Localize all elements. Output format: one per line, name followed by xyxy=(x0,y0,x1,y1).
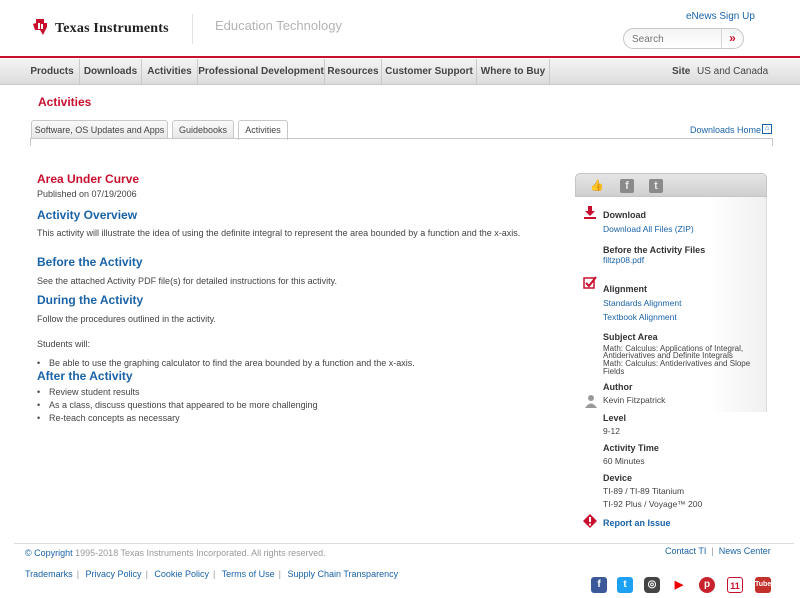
alignment-heading: Alignment xyxy=(603,284,647,294)
enews-signup-link[interactable]: eNews Sign Up xyxy=(686,11,755,22)
news-center-link[interactable]: News Center xyxy=(718,546,771,556)
nav-item-resources[interactable]: Resources xyxy=(325,59,382,84)
device-value: TI-92 Plus / Voyage™ 200 xyxy=(603,499,703,509)
subject-area-heading: Subject Area xyxy=(603,332,658,342)
page-title: Activities xyxy=(38,95,92,109)
subject-area-line: Antiderivatives and Definite Integrals xyxy=(603,351,733,360)
header-accent-line xyxy=(0,56,800,58)
activity-time-value: 60 Minutes xyxy=(603,456,645,466)
footer-contact-links: Contact TI | News Center xyxy=(665,546,771,556)
facebook-icon[interactable]: f xyxy=(620,179,634,193)
after-activity-heading: After the Activity xyxy=(37,369,133,383)
tab-border-left xyxy=(30,138,31,146)
brand-name[interactable]: Texas Instruments xyxy=(55,21,169,36)
like-icon[interactable]: 👍 xyxy=(590,180,604,192)
activity-file-link[interactable]: filtzp08.pdf xyxy=(603,255,645,265)
header-divider xyxy=(192,14,193,44)
search-button[interactable]: » xyxy=(721,28,743,49)
tab-activities[interactable]: Activities xyxy=(238,120,288,140)
copyright: © Copyright 1995-2018 Texas Instruments Incorporated. All rights reserved. xyxy=(25,548,326,558)
before-activity-heading: Before the Activity xyxy=(37,255,143,269)
download-heading: Download xyxy=(603,210,646,220)
home-icon[interactable]: ⌂ xyxy=(762,124,772,134)
ti-logo-icon[interactable] xyxy=(33,18,49,36)
author-name: Kevin Fitzpatrick xyxy=(603,395,666,405)
activity-time-heading: Activity Time xyxy=(603,443,659,453)
cookie-policy-link[interactable]: Cookie Policy xyxy=(154,569,209,579)
site-selector[interactable]: US and Canada xyxy=(697,66,769,77)
tab-software-os-updates[interactable]: Software, OS Updates and Apps xyxy=(31,120,168,139)
activity-overview-text: This activity will illustrate the idea of using the definite integral to represent the area bounded by a function and the x-axis. xyxy=(37,228,521,238)
instagram-icon[interactable]: ◎ xyxy=(644,577,660,593)
share-bar xyxy=(575,173,767,197)
search-input[interactable] xyxy=(632,32,722,46)
before-activity-files-heading: Before the Activity Files xyxy=(603,245,706,255)
textbook-alignment-link[interactable]: Textbook Alignment xyxy=(603,312,677,322)
main-nav xyxy=(0,59,800,85)
section-title[interactable]: Education Technology xyxy=(215,18,342,33)
author-heading: Author xyxy=(603,382,633,392)
checkbox-icon xyxy=(583,276,597,290)
facebook-icon[interactable]: f xyxy=(591,577,607,593)
tab-border-right xyxy=(772,138,773,146)
twitter-icon[interactable]: t xyxy=(617,577,633,593)
during-activity-text: Follow the procedures outlined in the activity. xyxy=(37,314,216,324)
contact-ti-link[interactable]: Contact TI xyxy=(665,546,707,556)
youtube-channel-icon[interactable]: Tube xyxy=(755,577,771,593)
alert-icon xyxy=(583,514,597,528)
level-value: 9-12 xyxy=(603,426,621,436)
downloads-home-link[interactable]: Downloads Home xyxy=(690,125,762,135)
trademarks-link[interactable]: Trademarks xyxy=(25,569,73,579)
activity-title: Area Under Curve xyxy=(37,172,140,186)
nav-item-professional-development[interactable]: Professional Development xyxy=(198,59,325,84)
twitter-icon[interactable]: t xyxy=(649,179,663,193)
subject-area-line: Math: Calculus: Antiderivatives and Slope xyxy=(603,359,751,368)
site-label: Site xyxy=(672,66,691,77)
subject-area-line: Fields xyxy=(603,367,625,376)
device-heading: Device xyxy=(603,473,633,483)
supply-chain-link[interactable]: Supply Chain Transparency xyxy=(287,569,399,579)
terms-of-use-link[interactable]: Terms of Use xyxy=(221,569,275,579)
nav-item-activities[interactable]: Activities xyxy=(142,59,198,84)
tab-underline xyxy=(30,138,773,139)
nav-item-products[interactable]: Products xyxy=(25,59,80,84)
activity-overview-heading: Activity Overview xyxy=(37,208,138,222)
search-box xyxy=(623,28,744,49)
nav-item-downloads[interactable]: Downloads xyxy=(80,59,142,84)
during-activity-heading: During the Activity xyxy=(37,293,144,307)
download-icon xyxy=(583,205,597,219)
site-header xyxy=(0,0,800,58)
pinterest-icon[interactable]: p xyxy=(699,577,715,593)
footer-divider xyxy=(14,543,794,544)
youtube-icon[interactable]: ▶ xyxy=(671,577,687,593)
tab-guidebooks[interactable]: Guidebooks xyxy=(172,120,234,139)
activity-sidebar xyxy=(575,173,767,533)
report-issue-link[interactable]: Report an Issue xyxy=(603,518,671,528)
device-value: TI-89 / TI-89 Titanium xyxy=(603,486,685,496)
ti-calendar-icon[interactable]: 11 xyxy=(727,577,743,593)
author-icon xyxy=(584,394,598,408)
before-activity-text: See the attached Activity PDF file(s) for detailed instructions for this activity. xyxy=(37,276,337,286)
subject-area-line: Math: Calculus: Applications of Integral, xyxy=(603,344,744,353)
standards-alignment-link[interactable]: Standards Alignment xyxy=(603,298,682,308)
privacy-policy-link[interactable]: Privacy Policy xyxy=(85,569,142,579)
published-date: Published on 07/19/2006 xyxy=(37,189,137,199)
nav-item-where-to-buy[interactable]: Where to Buy xyxy=(477,59,550,84)
level-heading: Level xyxy=(603,413,627,423)
download-all-files-link[interactable]: Download All Files (ZIP) xyxy=(603,224,694,234)
nav-item-customer-support[interactable]: Customer Support xyxy=(382,59,477,84)
students-will-label: Students will: xyxy=(37,339,91,349)
footer-links: Trademarks | Privacy Policy | Cookie Policy | Terms of Use | Supply Chain Transparency xyxy=(25,569,399,579)
